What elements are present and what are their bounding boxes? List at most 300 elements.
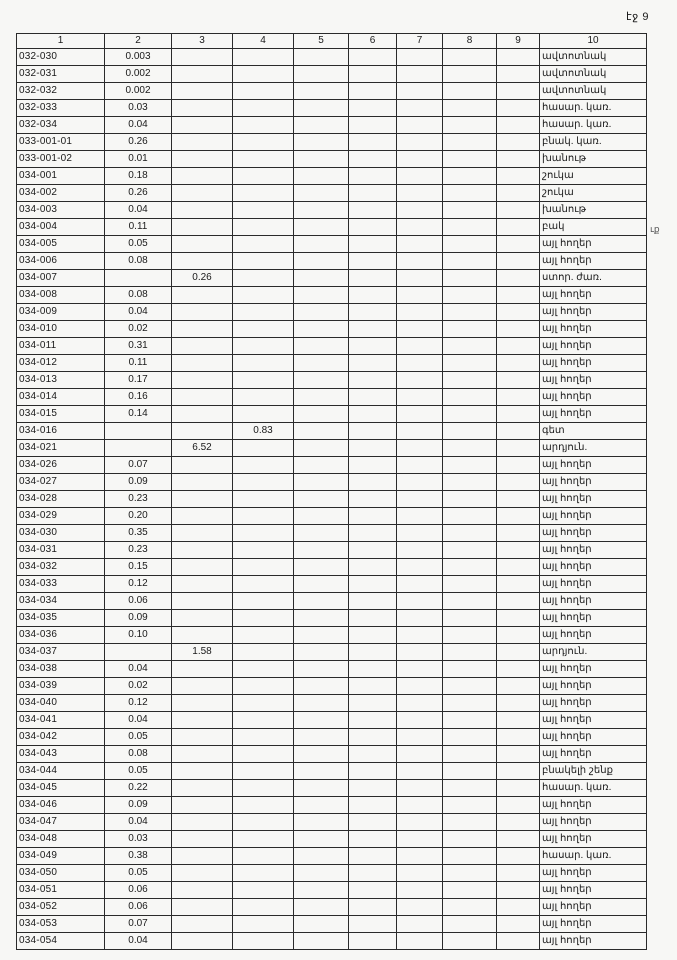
area-col5-cell <box>294 406 349 423</box>
area-col2-cell: 0.14 <box>105 406 172 423</box>
area-col9-cell <box>497 576 540 593</box>
table-row <box>17 695 647 712</box>
area-col9-cell <box>497 185 540 202</box>
area-col2-cell <box>105 644 172 661</box>
area-col3-cell <box>172 865 233 882</box>
area-col4-cell <box>233 814 294 831</box>
area-col2-cell <box>105 270 172 287</box>
area-col2-cell: 0.03 <box>105 100 172 117</box>
area-col2-cell: 0.06 <box>105 899 172 916</box>
table-row <box>17 372 647 389</box>
column-header-4: 4 <box>233 34 294 49</box>
area-col6-cell <box>349 491 397 508</box>
plot-code-cell: 034-032 <box>17 559 105 576</box>
area-col5-cell <box>294 49 349 66</box>
area-col9-cell <box>497 542 540 559</box>
page-number: էջ 9 <box>626 11 649 23</box>
area-col4-cell <box>233 151 294 168</box>
area-col5-cell <box>294 882 349 899</box>
area-col2-cell: 0.002 <box>105 66 172 83</box>
plot-code-cell: 034-005 <box>17 236 105 253</box>
area-col7-cell <box>397 287 443 304</box>
area-col8-cell <box>443 304 497 321</box>
area-col7-cell <box>397 576 443 593</box>
area-col6-cell <box>349 440 397 457</box>
area-col7-cell <box>397 355 443 372</box>
table-row <box>17 440 647 457</box>
land-plot-table <box>16 33 647 950</box>
column-header-3: 3 <box>172 34 233 49</box>
column-header-5: 5 <box>294 34 349 49</box>
area-col3-cell <box>172 457 233 474</box>
area-col3-cell <box>172 661 233 678</box>
area-col5-cell <box>294 100 349 117</box>
area-col2-cell: 0.04 <box>105 117 172 134</box>
area-col5-cell <box>294 542 349 559</box>
plot-code-cell: 034-045 <box>17 780 105 797</box>
area-col9-cell <box>497 338 540 355</box>
plot-code-cell: 033-001-02 <box>17 151 105 168</box>
area-col3-cell <box>172 372 233 389</box>
area-col5-cell <box>294 66 349 83</box>
table-row <box>17 151 647 168</box>
land-use-cell: այլ հողեր <box>540 712 647 729</box>
area-col5-cell <box>294 593 349 610</box>
area-col9-cell <box>497 355 540 372</box>
table-row <box>17 593 647 610</box>
plot-code-cell: 034-049 <box>17 848 105 865</box>
area-col9-cell <box>497 440 540 457</box>
table-row <box>17 508 647 525</box>
plot-code-cell: 034-046 <box>17 797 105 814</box>
column-header-8: 8 <box>443 34 497 49</box>
area-col8-cell <box>443 338 497 355</box>
area-col3-cell <box>172 219 233 236</box>
land-use-cell: այլ հողեր <box>540 355 647 372</box>
area-col5-cell <box>294 644 349 661</box>
area-col2-cell <box>105 423 172 440</box>
area-col5-cell <box>294 814 349 831</box>
area-col7-cell <box>397 457 443 474</box>
table-row <box>17 916 647 933</box>
land-use-cell: այլ հողեր <box>540 729 647 746</box>
area-col6-cell <box>349 865 397 882</box>
area-col7-cell <box>397 899 443 916</box>
land-use-cell: այլ հողեր <box>540 831 647 848</box>
land-use-cell: այլ հողեր <box>540 814 647 831</box>
area-col7-cell <box>397 219 443 236</box>
area-col8-cell <box>443 134 497 151</box>
area-col5-cell <box>294 525 349 542</box>
area-col8-cell <box>443 83 497 100</box>
land-use-cell: ավտոտնակ <box>540 49 647 66</box>
area-col5-cell <box>294 899 349 916</box>
area-col8-cell <box>443 559 497 576</box>
area-col4-cell <box>233 780 294 797</box>
area-col7-cell <box>397 831 443 848</box>
plot-code-cell: 034-038 <box>17 661 105 678</box>
land-use-cell: այլ հողեր <box>540 593 647 610</box>
plot-code-cell: 034-044 <box>17 763 105 780</box>
land-use-cell: այլ հողեր <box>540 406 647 423</box>
area-col6-cell <box>349 678 397 695</box>
table-row <box>17 457 647 474</box>
area-col2-cell: 0.09 <box>105 610 172 627</box>
land-use-cell: հասար. կառ. <box>540 100 647 117</box>
area-col4-cell <box>233 525 294 542</box>
area-col2-cell: 0.38 <box>105 848 172 865</box>
area-col7-cell <box>397 712 443 729</box>
area-col7-cell <box>397 882 443 899</box>
table-row <box>17 270 647 287</box>
area-col5-cell <box>294 661 349 678</box>
area-col3-cell <box>172 423 233 440</box>
area-col2-cell: 0.18 <box>105 168 172 185</box>
area-col3-cell <box>172 185 233 202</box>
area-col2-cell: 0.22 <box>105 780 172 797</box>
area-col9-cell <box>497 797 540 814</box>
area-col4-cell <box>233 848 294 865</box>
area-col7-cell <box>397 202 443 219</box>
area-col3-cell <box>172 797 233 814</box>
area-col5-cell <box>294 763 349 780</box>
area-col8-cell <box>443 321 497 338</box>
table-row <box>17 780 647 797</box>
area-col3-cell <box>172 780 233 797</box>
area-col4-cell <box>233 746 294 763</box>
area-col2-cell: 0.04 <box>105 933 172 950</box>
area-col2-cell: 0.07 <box>105 916 172 933</box>
land-use-cell: հասար. կառ. <box>540 848 647 865</box>
area-col9-cell <box>497 661 540 678</box>
area-col8-cell <box>443 406 497 423</box>
area-col6-cell <box>349 627 397 644</box>
area-col2-cell <box>105 440 172 457</box>
land-use-cell: բնակ. կառ. <box>540 134 647 151</box>
area-col3-cell <box>172 66 233 83</box>
area-col7-cell <box>397 185 443 202</box>
area-col5-cell <box>294 321 349 338</box>
area-col6-cell <box>349 151 397 168</box>
area-col4-cell <box>233 406 294 423</box>
plot-code-cell: 034-007 <box>17 270 105 287</box>
area-col2-cell: 0.07 <box>105 457 172 474</box>
area-col5-cell <box>294 610 349 627</box>
area-col5-cell <box>294 304 349 321</box>
area-col2-cell: 0.03 <box>105 831 172 848</box>
area-col6-cell <box>349 49 397 66</box>
plot-code-cell: 034-026 <box>17 457 105 474</box>
area-col2-cell: 0.08 <box>105 746 172 763</box>
area-col4-cell <box>233 321 294 338</box>
area-col9-cell <box>497 525 540 542</box>
area-col5-cell <box>294 270 349 287</box>
table-row <box>17 678 647 695</box>
area-col3-cell <box>172 729 233 746</box>
area-col5-cell <box>294 780 349 797</box>
land-use-cell: այլ հողեր <box>540 372 647 389</box>
area-col4-cell <box>233 474 294 491</box>
area-col2-cell: 0.04 <box>105 814 172 831</box>
area-col8-cell <box>443 542 497 559</box>
area-col5-cell <box>294 933 349 950</box>
area-col9-cell <box>497 491 540 508</box>
area-col4-cell <box>233 729 294 746</box>
land-use-cell: հասար. կառ. <box>540 780 647 797</box>
area-col7-cell <box>397 593 443 610</box>
area-col6-cell <box>349 899 397 916</box>
area-col8-cell <box>443 372 497 389</box>
area-col6-cell <box>349 797 397 814</box>
table-row <box>17 185 647 202</box>
area-col5-cell <box>294 253 349 270</box>
area-col4-cell <box>233 831 294 848</box>
area-col8-cell <box>443 117 497 134</box>
area-col7-cell <box>397 780 443 797</box>
land-use-cell: այլ հողեր <box>540 661 647 678</box>
table-row <box>17 831 647 848</box>
area-col7-cell <box>397 83 443 100</box>
table-row <box>17 83 647 100</box>
area-col3-cell: 6.52 <box>172 440 233 457</box>
area-col2-cell: 0.23 <box>105 491 172 508</box>
table-row <box>17 797 647 814</box>
area-col3-cell <box>172 304 233 321</box>
area-col6-cell <box>349 610 397 627</box>
table-row <box>17 491 647 508</box>
land-use-cell: այլ հողեր <box>540 899 647 916</box>
area-col7-cell <box>397 559 443 576</box>
area-col9-cell <box>497 882 540 899</box>
area-col6-cell <box>349 236 397 253</box>
area-col4-cell <box>233 508 294 525</box>
area-col8-cell <box>443 763 497 780</box>
area-col2-cell: 0.01 <box>105 151 172 168</box>
land-use-cell: հասար. կառ. <box>540 117 647 134</box>
area-col3-cell <box>172 593 233 610</box>
area-col5-cell <box>294 916 349 933</box>
area-col2-cell: 0.23 <box>105 542 172 559</box>
area-col6-cell <box>349 270 397 287</box>
land-use-cell: այլ հողեր <box>540 916 647 933</box>
area-col6-cell <box>349 338 397 355</box>
land-use-cell: բակ <box>540 219 647 236</box>
table-row <box>17 882 647 899</box>
land-use-cell: այլ հողեր <box>540 457 647 474</box>
area-col4-cell <box>233 117 294 134</box>
area-col4-cell <box>233 134 294 151</box>
area-col2-cell: 0.10 <box>105 627 172 644</box>
table-row <box>17 304 647 321</box>
area-col6-cell <box>349 814 397 831</box>
table-row <box>17 729 647 746</box>
table-row <box>17 576 647 593</box>
area-col3-cell <box>172 814 233 831</box>
area-col9-cell <box>497 100 540 117</box>
area-col4-cell <box>233 287 294 304</box>
area-col4-cell <box>233 899 294 916</box>
area-col6-cell <box>349 287 397 304</box>
area-col2-cell: 0.15 <box>105 559 172 576</box>
area-col7-cell <box>397 865 443 882</box>
area-col5-cell <box>294 134 349 151</box>
land-use-cell: այլ հողեր <box>540 508 647 525</box>
area-col2-cell: 0.12 <box>105 695 172 712</box>
table-row <box>17 219 647 236</box>
area-col6-cell <box>349 933 397 950</box>
table-row <box>17 627 647 644</box>
area-col8-cell <box>443 933 497 950</box>
area-col2-cell: 0.05 <box>105 236 172 253</box>
table-row <box>17 100 647 117</box>
plot-code-cell: 034-001 <box>17 168 105 185</box>
area-col7-cell <box>397 372 443 389</box>
land-use-cell: շուկա <box>540 168 647 185</box>
area-col8-cell <box>443 440 497 457</box>
area-col8-cell <box>443 610 497 627</box>
area-col7-cell <box>397 168 443 185</box>
table-row <box>17 168 647 185</box>
plot-code-cell: 034-041 <box>17 712 105 729</box>
area-col8-cell <box>443 270 497 287</box>
area-col6-cell <box>349 168 397 185</box>
area-col8-cell <box>443 882 497 899</box>
land-use-cell: ավտոտնակ <box>540 66 647 83</box>
plot-code-cell: 034-013 <box>17 372 105 389</box>
area-col3-cell <box>172 831 233 848</box>
area-col9-cell <box>497 508 540 525</box>
table-row <box>17 559 647 576</box>
plot-code-cell: 034-053 <box>17 916 105 933</box>
area-col8-cell <box>443 66 497 83</box>
table-row <box>17 814 647 831</box>
area-col5-cell <box>294 576 349 593</box>
area-col3-cell <box>172 746 233 763</box>
area-col8-cell <box>443 525 497 542</box>
area-col8-cell <box>443 678 497 695</box>
area-col4-cell <box>233 100 294 117</box>
column-header-6: 6 <box>349 34 397 49</box>
area-col9-cell <box>497 729 540 746</box>
area-col5-cell <box>294 219 349 236</box>
area-col3-cell <box>172 287 233 304</box>
area-col7-cell <box>397 338 443 355</box>
area-col7-cell <box>397 746 443 763</box>
area-col8-cell <box>443 831 497 848</box>
plot-code-cell: 033-001-01 <box>17 134 105 151</box>
area-col4-cell <box>233 678 294 695</box>
area-col2-cell: 0.11 <box>105 355 172 372</box>
area-col3-cell <box>172 882 233 899</box>
area-col4-cell <box>233 627 294 644</box>
table-row <box>17 848 647 865</box>
table-row <box>17 525 647 542</box>
land-use-cell: այլ հողեր <box>540 389 647 406</box>
area-col6-cell <box>349 423 397 440</box>
area-col8-cell <box>443 780 497 797</box>
area-col4-cell <box>233 202 294 219</box>
area-col7-cell <box>397 491 443 508</box>
area-col9-cell <box>497 304 540 321</box>
area-col2-cell: 0.09 <box>105 797 172 814</box>
table-row <box>17 406 647 423</box>
table-row <box>17 321 647 338</box>
area-col9-cell <box>497 219 540 236</box>
area-col3-cell <box>172 508 233 525</box>
area-col3-cell: 1.58 <box>172 644 233 661</box>
area-col7-cell <box>397 729 443 746</box>
land-use-cell: խանութ <box>540 151 647 168</box>
plot-code-cell: 034-008 <box>17 287 105 304</box>
area-col9-cell <box>497 695 540 712</box>
plot-code-cell: 034-050 <box>17 865 105 882</box>
area-col9-cell <box>497 746 540 763</box>
area-col3-cell <box>172 933 233 950</box>
plot-code-cell: 034-054 <box>17 933 105 950</box>
area-col6-cell <box>349 372 397 389</box>
area-col4-cell <box>233 559 294 576</box>
area-col3-cell <box>172 763 233 780</box>
plot-code-cell: 034-035 <box>17 610 105 627</box>
plot-code-cell: 032-033 <box>17 100 105 117</box>
land-use-cell: այլ հողեր <box>540 474 647 491</box>
plot-code-cell: 034-047 <box>17 814 105 831</box>
area-col9-cell <box>497 848 540 865</box>
area-col6-cell <box>349 729 397 746</box>
area-col7-cell <box>397 933 443 950</box>
table-row <box>17 933 647 950</box>
area-col7-cell <box>397 610 443 627</box>
table-row <box>17 338 647 355</box>
area-col6-cell <box>349 185 397 202</box>
area-col4-cell <box>233 83 294 100</box>
area-col8-cell <box>443 746 497 763</box>
area-col7-cell <box>397 525 443 542</box>
area-col9-cell <box>497 253 540 270</box>
area-col8-cell <box>443 848 497 865</box>
area-col8-cell <box>443 49 497 66</box>
plot-code-cell: 034-011 <box>17 338 105 355</box>
area-col6-cell <box>349 661 397 678</box>
area-col3-cell <box>172 559 233 576</box>
area-col8-cell <box>443 814 497 831</box>
plot-code-cell: 034-002 <box>17 185 105 202</box>
area-col9-cell <box>497 644 540 661</box>
area-col3-cell <box>172 916 233 933</box>
area-col4-cell <box>233 882 294 899</box>
area-col3-cell <box>172 491 233 508</box>
area-col2-cell: 0.05 <box>105 865 172 882</box>
area-col5-cell <box>294 338 349 355</box>
plot-code-cell: 034-010 <box>17 321 105 338</box>
plot-code-cell: 034-036 <box>17 627 105 644</box>
area-col5-cell <box>294 678 349 695</box>
table-row <box>17 49 647 66</box>
area-col6-cell <box>349 457 397 474</box>
plot-code-cell: 034-048 <box>17 831 105 848</box>
area-col2-cell: 0.002 <box>105 83 172 100</box>
area-col5-cell <box>294 831 349 848</box>
plot-code-cell: 032-032 <box>17 83 105 100</box>
area-col4-cell <box>233 219 294 236</box>
area-col7-cell <box>397 253 443 270</box>
area-col8-cell <box>443 627 497 644</box>
area-col6-cell <box>349 882 397 899</box>
plot-code-cell: 034-006 <box>17 253 105 270</box>
plot-code-cell: 034-028 <box>17 491 105 508</box>
area-col3-cell <box>172 100 233 117</box>
area-col6-cell <box>349 83 397 100</box>
